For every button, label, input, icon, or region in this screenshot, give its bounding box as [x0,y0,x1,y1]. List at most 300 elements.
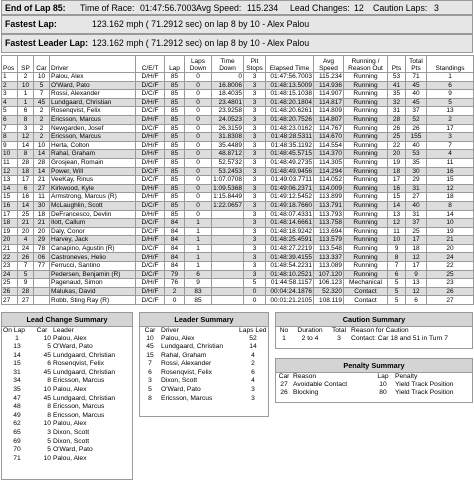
cell-elapsed-time: 00:01:21.2105 [266,296,314,305]
cell-time-down: 31.8308 [212,133,244,142]
leader-car: 7 [148,360,152,368]
cell-lap: 85 [165,184,185,193]
lead-change-leader: Dixon, Scott [53,437,90,445]
cell-car: 18 [34,210,50,219]
cell-driver: Malukas, David [50,287,136,296]
cell-standings: 8 [427,201,474,210]
cell-laps-down: 1 [185,227,212,236]
leader-car: 10 [146,334,154,342]
cell-sp: 10 [18,81,34,90]
cell-cet: D/C/F [136,81,165,90]
lead-change-lap: 15 [13,360,21,368]
cell-pts: 19 [388,158,406,167]
cell-cet: D/C/F [136,167,165,176]
cell-pts: 20 [388,150,406,159]
cell-cet: D/C/F [136,107,165,116]
cell-lap: 84 [165,253,185,262]
lead-change-car: 10 [43,334,51,342]
lead-change-car: 45 [43,351,51,359]
leader-driver: Dixon, Scott [161,377,198,385]
cell-pos: 14 [2,184,18,193]
leader-driver: Lundgaard, Christian [161,343,224,351]
column-header-pit-stops: Pit Stops [244,56,266,73]
cell-pos: 26 [2,287,18,296]
leader-row [140,377,268,386]
cell-standings: 18 [427,193,474,202]
results-header-row [2,56,474,73]
lead-change-row [2,335,132,344]
column-header-pos: Pos [2,56,18,73]
cell-sp: 28 [18,158,34,167]
column-header-avg-speed: Avg Speed [314,56,344,73]
cell-time-down [212,219,244,228]
cell-pos: 27 [2,296,18,305]
cell-pit-stops: 3 [244,227,266,236]
leader-laps-led: 14 [249,343,257,351]
cell-car: 7 [34,90,50,99]
cell-pit-stops: 3 [244,193,266,202]
cell-total-pts: 45 [406,98,427,107]
cell-total-pts: 31 [406,184,427,193]
cell-laps-down: 1 [185,219,212,228]
cell-pos: 22 [2,253,18,262]
cell-elapsed-time: 01:48:49.9456 [266,167,314,176]
cell-elapsed-time: 01:48:23.0162 [266,124,314,133]
cell-sp: 21 [18,219,34,228]
cell-time-down [212,227,244,236]
cell-avg-speed: 115.234 [314,73,344,82]
cell-pos: 13 [2,176,18,185]
cell-pit-stops: 3 [244,133,266,142]
penalty-row [276,381,472,390]
caution-col-no: No [279,327,289,334]
cell-running-reason: Running [344,236,388,245]
cell-running-reason: Running [344,176,388,185]
column-header-running-reason: Running / Reason Out [344,56,388,73]
results-row [2,296,474,305]
cell-cet: D/H/F [136,115,165,124]
leader-laps-led: 3 [251,394,255,402]
cell-avg-speed: 114.907 [314,90,344,99]
cell-time-down: 52.5732 [212,158,244,167]
cell-driver: Armstrong, Marcus (R) [50,193,136,202]
cell-driver: Newgarden, Josef [50,124,136,133]
cell-avg-speed: 113.899 [314,193,344,202]
cell-total-pts: 9 [406,270,427,279]
cell-driver: Harvey, Jack [50,236,136,245]
cell-car: 78 [34,244,50,253]
cell-running-reason: Running [344,150,388,159]
caution-col-duration: Duration [297,327,323,334]
cell-pos: 3 [2,90,18,99]
avg-speed-label: Avg Speed: [196,3,242,13]
cell-pos: 24 [2,270,18,279]
cell-sp: 14 [18,201,34,210]
penalty-lap: 10 [379,380,387,388]
leader-driver: Rahal, Graham [161,351,207,359]
cell-elapsed-time: 01:49:06.2371 [266,184,314,193]
cell-lap: 85 [165,150,185,159]
cell-avg-speed: 52.320 [314,287,344,296]
leader-laps-led: 4 [251,351,255,359]
cell-cet: D/C/F [136,201,165,210]
cell-pts: 22 [388,141,406,150]
cell-cet: D/H/F [136,193,165,202]
cell-running-reason: Running [344,253,388,262]
cell-sp: 3 [18,124,34,133]
cell-sp: 6 [18,184,34,193]
cell-pos: 5 [2,107,18,116]
cell-standings: 13 [427,107,474,116]
cell-standings: 27 [427,296,474,305]
cell-pos: 19 [2,227,18,236]
cell-lap: 85 [165,90,185,99]
cell-car: 20 [34,227,50,236]
leader-summary-panel [139,312,269,417]
cell-pit-stops: 3 [244,184,266,193]
cell-sp: 8 [18,115,34,124]
lead-change-lap: 47 [13,394,21,402]
column-header-cet: C/E/T [136,56,165,73]
cell-car: 2 [34,124,50,133]
cell-total-pts: 40 [406,201,427,210]
cell-total-pts: 40 [406,90,427,99]
leader-header-row [140,327,268,335]
cell-time-down [212,270,244,279]
lead-change-lap: 13 [13,343,21,351]
cell-pit-stops: 3 [244,236,266,245]
cell-pts: 31 [388,107,406,116]
lead-change-lap: 65 [13,429,21,437]
cell-total-pts: 26 [406,124,427,133]
results-row [2,287,474,296]
cell-elapsed-time: 01:48:14.6661 [266,219,314,228]
cell-cet: D/H/F [136,73,165,82]
lead-change-leader: Dixon, Scott [53,429,90,437]
cell-laps-down: 0 [185,176,212,185]
cell-time-down: 24.0523 [212,115,244,124]
cell-cet: D/C/F [136,227,165,236]
cell-car: 10 [34,73,50,82]
cell-total-pts: 40 [406,141,427,150]
cell-car: 28 [34,158,50,167]
cell-lap: 85 [165,98,185,107]
cell-sp: 5 [18,270,34,279]
cell-sp: 20 [18,227,34,236]
cell-elapsed-time: 01:48:39.4155 [266,253,314,262]
lead-change-lap: 69 [13,437,21,445]
cell-laps-down: 1 [185,244,212,253]
cell-standings: 10 [427,219,474,228]
lead-change-lap: 35 [13,386,21,394]
cell-standings: 24 [427,253,474,262]
lead-change-lap: 49 [13,411,21,419]
cell-running-reason: Running [344,184,388,193]
cell-pit-stops: 3 [244,73,266,82]
cell-car: 14 [34,150,50,159]
cell-avg-speed: 114.305 [314,158,344,167]
cell-pit-stops: 3 [244,244,266,253]
cell-total-pts: 45 [406,81,427,90]
leader-car: 3 [148,377,152,385]
cell-avg-speed: 114.809 [314,107,344,116]
cell-driver: VeeKay, Rinus [50,176,136,185]
cell-running-reason: Running [344,98,388,107]
cell-pts: 18 [388,167,406,176]
cell-car [34,279,50,288]
cell-avg-speed: 108.119 [314,296,344,305]
cell-sp: 12 [18,133,34,142]
lead-change-col-on-lap: On Lap [3,327,25,334]
cell-pit-stops: 3 [244,141,266,150]
lead-change-row [2,403,132,412]
fastest-lap-bar [1,15,473,34]
results-row [2,219,474,228]
cell-driver: Daly, Conor [50,227,136,236]
cell-time-down: 35.4489 [212,141,244,150]
lead-change-row [2,369,132,378]
lead-change-leader: Lundgaard, Christian [53,394,116,402]
cell-pts: 28 [388,115,406,124]
cell-sp: 28 [18,287,34,296]
cell-running-reason: Running [344,158,388,167]
leader-col-driver: Driver [161,327,179,334]
leader-laps-led: 52 [249,334,257,342]
results-row [2,244,474,253]
caution-row [276,335,472,344]
cell-pit-stops: 3 [244,253,266,262]
cell-pts: 26 [388,124,406,133]
cell-cet: D/H/F [136,279,165,288]
cell-running-reason: Running [344,141,388,150]
cell-driver: Pedersen, Benjamin (R) [50,270,136,279]
cell-time-down: 48.8712 [212,150,244,159]
cell-lap: 85 [165,158,185,167]
cell-driver: McLaughlin, Scott [50,201,136,210]
lead-change-row [2,386,132,395]
leader-row [140,360,268,369]
cell-elapsed-time: 01:48:10.2521 [266,270,314,279]
cell-cet: D/H/F [136,184,165,193]
cell-laps-down: 1 [185,262,212,271]
cell-time-down [212,244,244,253]
cell-cet: D/C/F [136,262,165,271]
cell-total-pts: 17 [406,262,427,271]
cell-elapsed-time: 01:49:03.7711 [266,176,314,185]
lead-change-leader: Ericsson, Marcus [53,377,105,385]
cell-total-pts: 12 [406,253,427,262]
lead-change-car: 5 [47,437,51,445]
cell-standings: 20 [427,244,474,253]
cell-cet: D/C/F [136,124,165,133]
cell-cet: D/C/F [136,90,165,99]
cell-laps-down: 0 [185,98,212,107]
cell-laps-down: 0 [185,124,212,133]
lead-change-lap: 34 [13,377,21,385]
lead-change-car: 10 [43,386,51,394]
cell-elapsed-time: 01:48:15.1038 [266,90,314,99]
cell-running-reason: Running [344,227,388,236]
cell-total-pts: 37 [406,107,427,116]
cell-elapsed-time: 01:48:18.9242 [266,227,314,236]
cell-sp: 25 [18,210,34,219]
cell-lap: 84 [165,219,185,228]
lead-change-car: 6 [47,360,51,368]
cell-total-pts: 31 [406,210,427,219]
cell-standings: 4 [427,150,474,159]
lead-change-lap: 14 [13,351,21,359]
lead-change-summary-title: Lead Change Summary [2,313,132,327]
cell-cet: D/C/F [136,176,165,185]
cell-standings: 16 [427,167,474,176]
results-row [2,210,474,219]
cell-total-pts: 37 [406,219,427,228]
cell-standings: 5 [427,98,474,107]
cell-elapsed-time: 01:49:12.5452 [266,193,314,202]
results-row [2,90,474,99]
cell-laps-down: 0 [185,150,212,159]
cell-car: 30 [34,201,50,210]
cell-standings: 11 [427,158,474,167]
cell-driver: Ferrucci, Santino [50,262,136,271]
cell-car: 77 [34,262,50,271]
race-summary-bar [1,0,473,15]
cell-lap: 85 [165,133,185,142]
lead-change-col-car: Car [36,327,48,334]
penalty-col-reason: Reason [293,373,317,380]
caution-body [276,335,472,344]
cell-standings: 21 [427,236,474,245]
cell-standings: 19 [427,227,474,236]
penalty-car: 27 [280,380,288,388]
lead-change-row [2,455,132,464]
leader-body [140,335,268,404]
cell-cet: D/H/F [136,158,165,167]
cell-lap: 85 [165,193,185,202]
cell-pos: 25 [2,279,18,288]
cell-time-down: 1:22.0657 [213,202,242,209]
penalty-penalty: Yield Track Position [395,380,454,388]
leader-row [140,335,268,344]
lead-change-lap: 70 [13,446,21,454]
cell-pts: 7 [388,262,406,271]
cell-cet: D/H/F [136,253,165,262]
lead-change-row [2,412,132,421]
cell-running-reason: Running [344,73,388,82]
leader-car: 45 [146,343,154,351]
lead-change-summary-table [2,327,132,463]
lead-change-header-row [2,327,132,335]
cell-time-down [212,279,244,288]
cell-pts: 5 [388,287,406,296]
cell-pts: 8 [388,253,406,262]
lead-change-leader: O'Ward, Pato [53,343,93,351]
results-row [2,279,474,288]
cell-time-down: 1:15.8449 [213,193,242,201]
cell-total-pts: 25 [406,227,427,236]
lead-change-car: 8 [47,403,51,411]
cell-cet: D/H/F [136,141,165,150]
cell-sp: 14 [18,141,34,150]
column-header-total-pts: Total Pts [406,56,427,73]
fastest-lap-value: 123.162 mph ( 71.2912 sec) on lap 8 by 10 - Alex Palou [92,19,310,29]
cell-pos: 23 [2,262,18,271]
leader-col-car: Car [144,327,156,334]
penalty-reason: Blocking [293,389,319,397]
cell-avg-speed: 114.052 [314,176,344,185]
cell-avg-speed: 114.817 [314,98,344,107]
cell-sp: 8 [18,150,34,159]
caution-summary-title: Caution Summary [276,313,472,327]
cell-lap: 85 [165,167,185,176]
leader-row [140,369,268,378]
cell-pit-stops: 0 [244,296,266,305]
lead-change-row [2,395,132,404]
cell-avg-speed: 113.758 [314,219,344,228]
cell-lap: 84 [165,236,185,245]
penalty-summary-table [276,373,472,398]
leader-car: 15 [146,351,154,359]
cell-avg-speed: 114.294 [314,167,344,176]
column-header-time-down: Time Down [212,56,244,73]
cell-lap: 85 [165,210,185,219]
cell-pos: 1 [2,73,18,82]
leader-laps-led: 6 [251,368,255,376]
lead-change-leader: Ericsson, Marcus [53,411,105,419]
results-row [2,141,474,150]
cell-running-reason: Running [344,193,388,202]
cell-avg-speed: 114.807 [314,115,344,124]
lead-change-col-leader: Leader [53,327,74,334]
penalty-body [276,381,472,398]
cell-car [34,287,50,296]
lead-change-body [2,335,132,464]
cell-driver: Ericsson, Marcus [50,115,136,124]
cell-laps-down: 0 [185,158,212,167]
cell-total-pts: 27 [406,193,427,202]
lead-change-row [2,429,132,438]
cell-driver: Grosjean, Romain [50,158,136,167]
caution-laps-value: 3 [434,3,439,13]
penalty-row [276,389,472,398]
leader-summary-table [140,327,268,403]
cell-standings: 23 [427,279,474,288]
cell-running-reason: Running [344,115,388,124]
cell-pit-stops: 3 [244,176,266,185]
lead-change-row [2,352,132,361]
cell-total-pts: 53 [406,150,427,159]
cell-lap: 0 [165,296,185,305]
lead-change-lap: 71 [13,454,21,462]
lead-change-car: 45 [43,394,51,402]
penalty-car: 26 [280,389,288,397]
cell-car: 29 [34,236,50,245]
cell-sp: 26 [18,253,34,262]
leader-row [140,352,268,361]
cell-sp: 27 [18,296,34,305]
time-of-race-value: 01:47:56.7003 [140,3,197,13]
cell-car: 21 [34,176,50,185]
cell-time-down [212,253,244,262]
cell-pts: 10 [388,236,406,245]
lead-change-lap: 62 [13,420,21,428]
cell-laps-down: 85 [185,296,212,305]
cell-time-down [212,236,244,245]
cell-time-down [212,296,244,305]
cell-pts: 6 [388,270,406,279]
leader-driver: Rosenqvist, Felix [161,368,212,376]
cell-driver: Canapino, Agustin (R) [50,244,136,253]
